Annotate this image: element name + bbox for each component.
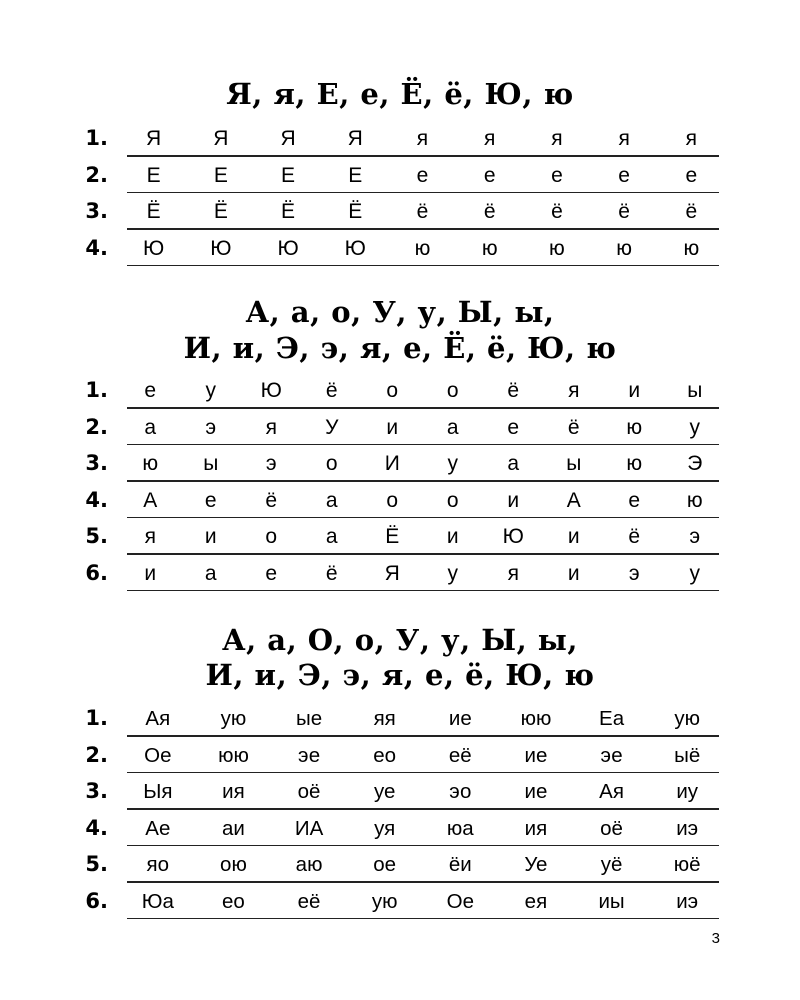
section-2-table: [0, 374, 800, 593]
letter-cell: Я: [347, 127, 363, 150]
row-number: 4.: [85, 235, 108, 260]
letter-cell: у: [447, 452, 458, 475]
letter-cell: ю: [683, 236, 700, 260]
letter-cell: аю: [295, 853, 323, 876]
letter-cell: Еа: [599, 707, 625, 730]
section-3-title-line-2: И, и, Э, э, я, е, ё, Ю, ю: [205, 658, 595, 692]
letter-cell: ю: [142, 452, 159, 475]
letter-cell: у: [447, 561, 458, 585]
letter-cell: я: [484, 127, 496, 150]
letter-cell: ие: [524, 780, 548, 803]
row-number: 6.: [85, 560, 108, 585]
letter-cell: ё: [416, 200, 429, 223]
letter-cell: ё: [483, 200, 496, 223]
letter-cell: и: [628, 379, 641, 402]
section-2-title-line-2: И, и, Э, э, я, е, Ё, ё, Ю, ю: [183, 331, 617, 365]
row-number: 5.: [85, 524, 108, 548]
table-row: [0, 232, 800, 269]
letter-cell: оё: [297, 780, 321, 803]
letter-cell: Е: [146, 163, 161, 187]
letter-cell: уё: [600, 853, 623, 876]
table-row: [0, 848, 800, 885]
letter-cell: о: [325, 452, 338, 475]
letter-cell: иэ: [676, 816, 699, 840]
letter-cell: ую: [220, 707, 247, 730]
table-row: [0, 484, 800, 521]
letter-cell: о: [446, 379, 459, 402]
letter-cell: я: [568, 379, 580, 402]
letter-cell: Е: [213, 163, 228, 187]
row-cells: [120, 885, 725, 917]
letter-cell: Ё: [146, 200, 161, 223]
table-row: [0, 411, 800, 448]
row-number: 2.: [85, 162, 108, 187]
letter-cell: Ое: [446, 889, 474, 913]
letter-cell: е: [416, 163, 429, 187]
letter-cell: ие: [524, 743, 548, 767]
letter-cell: э: [205, 415, 217, 439]
table-row: [0, 447, 800, 484]
letter-cell: ё: [567, 415, 580, 439]
letter-cell: Ю: [344, 236, 366, 260]
row-underline: [127, 772, 719, 774]
letter-cell: а: [507, 452, 520, 475]
letter-cell: я: [265, 415, 277, 439]
letter-cell: и: [144, 561, 157, 585]
letter-cell: иэ: [676, 889, 699, 913]
table-row: [0, 520, 800, 557]
letter-cell: ою: [220, 853, 247, 876]
letter-cell: Ю: [502, 525, 524, 548]
letter-cell: ИА: [294, 816, 324, 840]
letter-cell: уе: [373, 780, 396, 803]
section-1-table: [0, 122, 800, 268]
letter-cell: Ое: [144, 743, 172, 767]
row-underline: [127, 881, 719, 883]
row-cells: [120, 848, 725, 880]
letter-cell: эо: [449, 780, 472, 803]
letter-cell: ю: [626, 452, 643, 475]
letter-cell: ия: [222, 780, 245, 803]
letter-cell: ые: [295, 707, 323, 730]
letter-cell: Ё: [281, 200, 296, 223]
letter-cell: е: [144, 379, 157, 402]
letter-cell: я: [507, 561, 519, 585]
section-3-table: [0, 702, 800, 921]
letter-cell: а: [325, 525, 338, 548]
row-number: 6.: [85, 888, 108, 913]
letter-cell: юа: [446, 816, 474, 840]
section-2-title-line-1: А, а, о, У, у, Ы, ы,: [245, 295, 555, 329]
letter-cell: е: [618, 163, 630, 187]
letter-cell: е: [204, 488, 217, 512]
row-cells: [120, 484, 725, 516]
letter-cell: Е: [348, 163, 363, 187]
letter-cell: ё: [325, 561, 338, 585]
letter-cell: ю: [626, 415, 643, 439]
row-number: 1.: [85, 706, 108, 730]
letter-cell: ю: [549, 236, 565, 260]
letter-cell: её: [448, 743, 472, 767]
letter-cell: ё: [507, 379, 520, 402]
row-cells: [120, 122, 725, 154]
letter-cell: иу: [676, 780, 699, 803]
letter-cell: эе: [298, 743, 321, 767]
letter-cell: Ё: [213, 200, 228, 223]
letter-cell: я: [685, 127, 698, 150]
letter-cell: и: [204, 525, 217, 548]
letter-cell: Я: [384, 561, 400, 585]
letter-cell: а: [325, 488, 338, 512]
letter-cell: ё: [628, 525, 641, 548]
letter-cell: Ю: [143, 236, 165, 260]
row-underline: [127, 265, 719, 267]
letter-cell: ея: [524, 889, 548, 913]
letter-cell: ео: [373, 743, 397, 767]
row-underline: [127, 444, 719, 446]
row-cells: [120, 159, 725, 191]
row-underline: [127, 480, 719, 482]
letter-cell: Я: [213, 127, 229, 150]
letter-cell: э: [628, 561, 640, 585]
row-number: 4.: [85, 487, 108, 512]
letter-cell: Ю: [210, 236, 232, 260]
row-underline: [127, 228, 719, 230]
row-underline: [127, 808, 719, 810]
row-underline: [127, 918, 719, 920]
letter-cell: Уе: [524, 853, 548, 876]
letter-cell: иы: [598, 889, 625, 913]
row-number: 5.: [85, 852, 108, 876]
letter-cell: у: [689, 561, 700, 585]
letter-cell: Ё: [348, 200, 363, 223]
row-cells: [120, 195, 725, 227]
letter-cell: ё: [551, 200, 563, 223]
letter-cell: я: [618, 127, 630, 150]
letter-cell: о: [386, 488, 399, 512]
row-cells: [120, 520, 725, 552]
letter-cell: Я: [280, 127, 296, 150]
table-row: [0, 374, 800, 411]
letter-cell: и: [507, 488, 520, 512]
letter-cell: ыё: [674, 743, 701, 767]
row-number: 1.: [85, 378, 108, 402]
letter-cell: е: [483, 163, 496, 187]
table-row: [0, 159, 800, 196]
table-row: [0, 557, 800, 594]
letter-cell: е: [551, 163, 563, 187]
letter-cell: я: [551, 127, 563, 150]
letter-cell: ю: [686, 488, 703, 512]
letter-cell: аи: [222, 816, 245, 840]
row-cells: [120, 411, 725, 443]
letter-cell: юю: [218, 743, 249, 767]
letter-cell: Ыя: [143, 780, 173, 803]
row-cells: [120, 557, 725, 589]
letter-cell: я: [144, 525, 156, 548]
letter-cell: Ая: [145, 707, 171, 730]
letter-cell: яя: [373, 707, 396, 730]
row-cells: [120, 739, 725, 771]
table-row: [0, 122, 800, 159]
letter-cell: я: [416, 127, 429, 150]
row-number: 2.: [85, 742, 108, 767]
row-underline: [127, 845, 719, 847]
table-row: [0, 775, 800, 812]
letter-cell: ю: [616, 236, 633, 260]
letter-cell: ё: [685, 200, 698, 223]
letter-cell: и: [446, 525, 459, 548]
section-3-title-line-1: А, а, О, о, У, у, Ы, ы,: [222, 623, 578, 657]
letter-cell: У: [325, 415, 339, 439]
row-cells: [120, 812, 725, 844]
letter-cell: е: [685, 163, 698, 187]
letter-cell: ы: [566, 452, 582, 475]
table-row: [0, 195, 800, 232]
letter-cell: ую: [674, 707, 700, 730]
letter-cell: уя: [374, 816, 396, 840]
table-row: [0, 885, 800, 922]
row-underline: [127, 553, 719, 555]
section-1-title: Я, я, Е, е, Ё, ё, Ю, ю: [226, 77, 574, 111]
letter-cell: а: [144, 415, 157, 439]
letter-cell: её: [297, 889, 321, 913]
table-row: [0, 739, 800, 776]
row-cells: [120, 702, 725, 734]
letter-cell: и: [567, 561, 580, 585]
row-underline: [127, 735, 719, 737]
letter-cell: у: [205, 379, 216, 402]
row-number: 3.: [85, 451, 108, 475]
letter-cell: ие: [448, 707, 472, 730]
letter-cell: и: [386, 415, 399, 439]
letter-cell: ое: [373, 853, 397, 876]
row-number: 1.: [85, 126, 108, 150]
letter-cell: И: [384, 452, 400, 475]
letter-cell: Э: [687, 452, 703, 475]
letter-cell: Е: [281, 163, 296, 187]
row-cells: [120, 447, 725, 479]
letter-cell: Ю: [277, 236, 299, 260]
letter-cell: ё: [265, 488, 278, 512]
letter-cell: е: [265, 561, 278, 585]
row-underline: [127, 155, 719, 157]
letter-cell: э: [689, 525, 701, 548]
row-number: 3.: [85, 779, 108, 803]
letter-cell: ую: [371, 889, 398, 913]
row-underline: [127, 590, 719, 592]
letter-cell: а: [446, 415, 459, 439]
letter-cell: э: [265, 452, 277, 475]
letter-cell: е: [628, 488, 641, 512]
row-cells: [120, 374, 725, 406]
row-underline: [127, 192, 719, 194]
row-number: 3.: [85, 199, 108, 223]
row-underline: [127, 407, 719, 409]
row-underline: [127, 517, 719, 519]
letter-cell: у: [689, 415, 700, 439]
letter-cell: а: [204, 561, 217, 585]
letter-cell: эе: [600, 743, 623, 767]
row-number: 2.: [85, 414, 108, 439]
letter-cell: юю: [520, 707, 552, 730]
letter-cell: ю: [414, 236, 431, 260]
letter-cell: Ю: [260, 379, 282, 402]
letter-cell: ео: [222, 889, 245, 913]
letter-cell: ы: [687, 379, 703, 402]
letter-cell: яо: [146, 853, 170, 876]
table-row: [0, 702, 800, 739]
letter-cell: ия: [524, 816, 548, 840]
letter-cell: А: [143, 488, 158, 512]
page-number: 3: [711, 930, 720, 947]
letter-cell: е: [507, 415, 520, 439]
letter-cell: Ё: [385, 525, 400, 548]
row-number: 4.: [85, 815, 108, 840]
letter-cell: и: [567, 525, 580, 548]
letter-cell: ё: [325, 379, 338, 402]
letter-cell: Я: [146, 127, 162, 150]
letter-cell: Юа: [141, 889, 174, 913]
table-row: [0, 812, 800, 849]
letter-cell: ы: [203, 452, 219, 475]
letter-cell: ё: [618, 200, 630, 223]
letter-cell: о: [446, 488, 459, 512]
letter-cell: юё: [673, 853, 701, 876]
letter-cell: Ае: [145, 816, 171, 840]
letter-cell: Ая: [599, 780, 624, 803]
letter-cell: о: [386, 379, 399, 402]
row-cells: [120, 232, 725, 264]
letter-cell: оё: [600, 816, 623, 840]
letter-cell: А: [566, 488, 581, 512]
letter-cell: ёи: [448, 853, 472, 876]
letter-cell: о: [265, 525, 278, 548]
row-cells: [120, 775, 725, 807]
letter-cell: ю: [481, 236, 498, 260]
